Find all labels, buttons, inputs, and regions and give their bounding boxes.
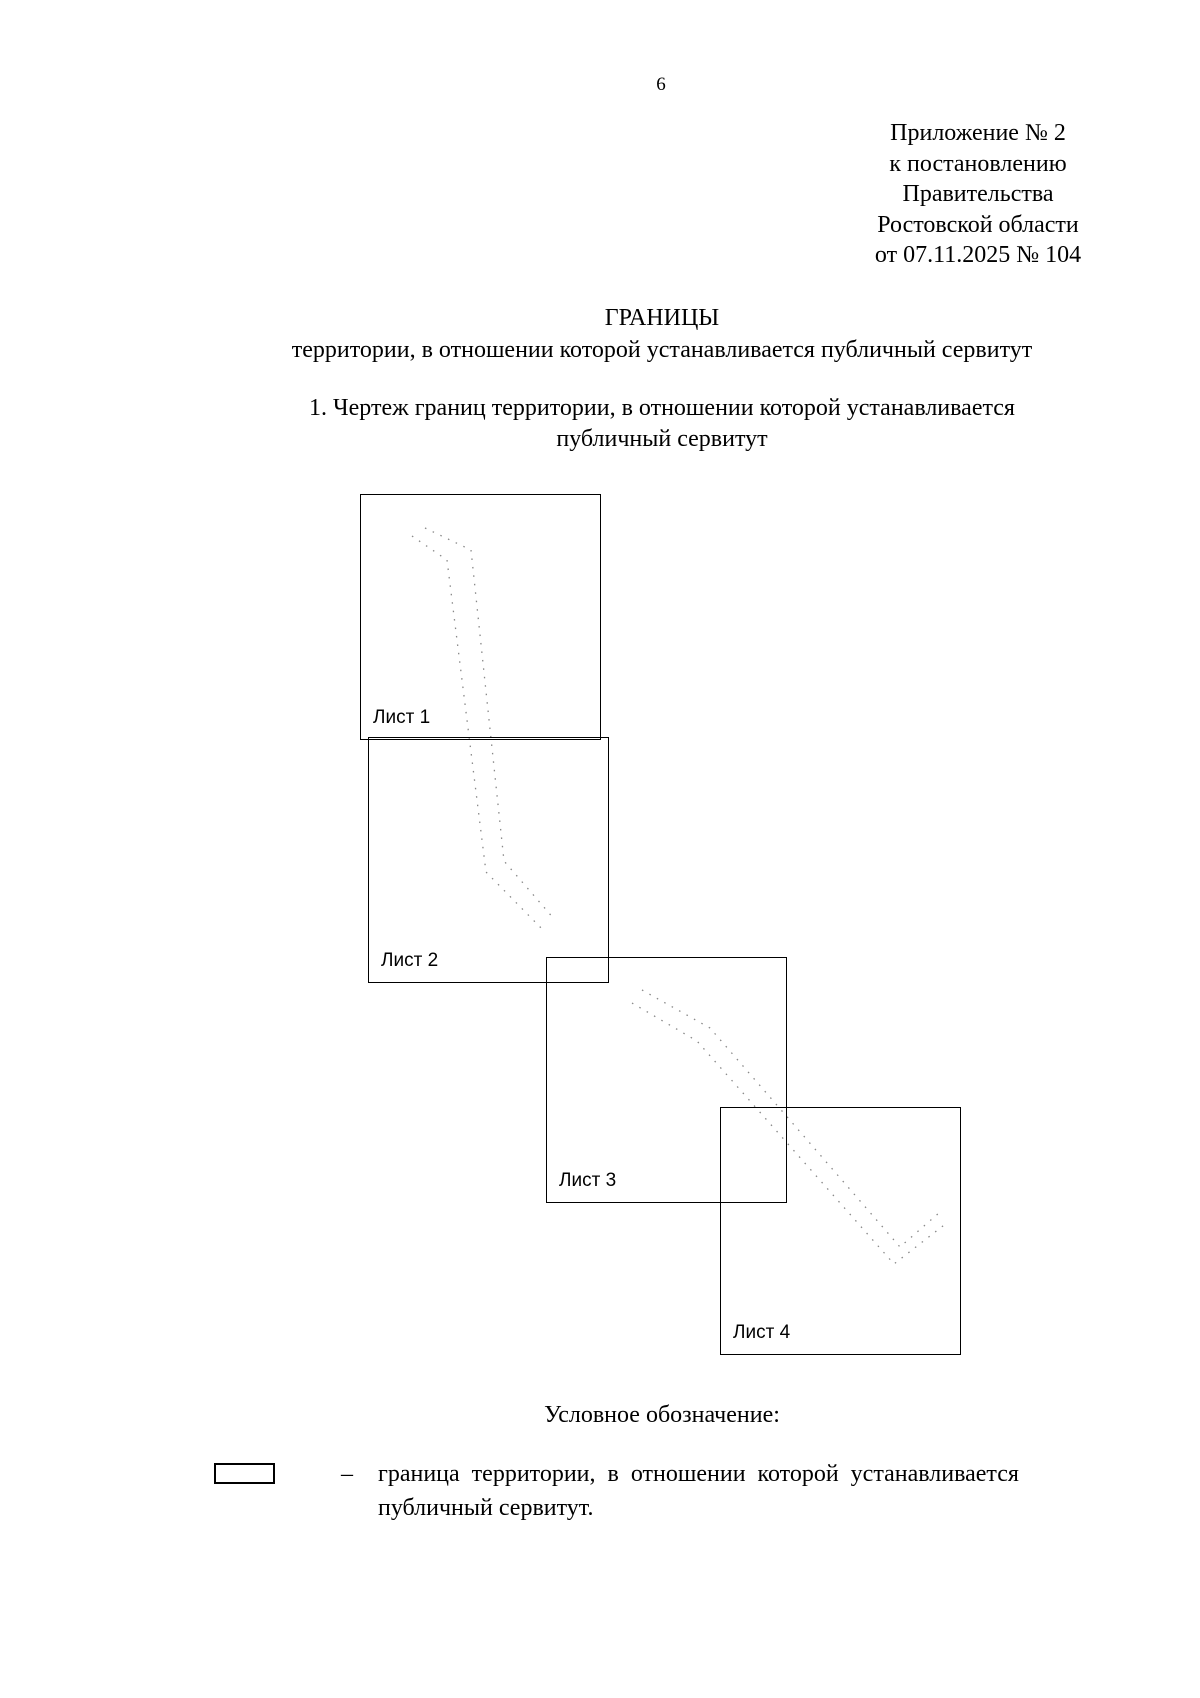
document-subtitle: территории, в отношении которой устанавливается публичный сервитут <box>291 337 1033 363</box>
legend-text: публичный сервитут. <box>378 1495 594 1521</box>
sheet-label: Лист 2 <box>381 950 439 971</box>
legend-title: Условное обозначение: <box>544 1402 780 1428</box>
sheet-frame-2 <box>368 737 609 983</box>
section-heading: 1. Чертеж границ территории, в отношении которой устанавливается <box>309 395 1015 421</box>
appendix-line: от 07.11.2025 № 104 <box>874 242 1082 268</box>
sheet-label: Лист 3 <box>559 1170 617 1191</box>
legend-boundary-symbol <box>214 1463 275 1484</box>
sheet-frame-1 <box>360 494 601 740</box>
appendix-line: Правительства <box>902 181 1054 207</box>
sheet-label: Лист 1 <box>373 707 431 728</box>
appendix-line: Приложение № 2 <box>890 120 1066 146</box>
appendix-line: Ростовской области <box>877 212 1079 238</box>
section-heading: публичный сервитут <box>556 426 768 452</box>
page-number: 6 <box>656 74 666 95</box>
legend-dash: – <box>341 1461 353 1487</box>
sheet-frame-4 <box>720 1107 961 1355</box>
sheet-label: Лист 4 <box>733 1322 791 1343</box>
appendix-line: к постановлению <box>889 151 1067 177</box>
document-title: ГРАНИЦЫ <box>604 305 720 331</box>
legend-text: граница территории, в отношении которой устанавливается <box>378 1461 1019 1487</box>
